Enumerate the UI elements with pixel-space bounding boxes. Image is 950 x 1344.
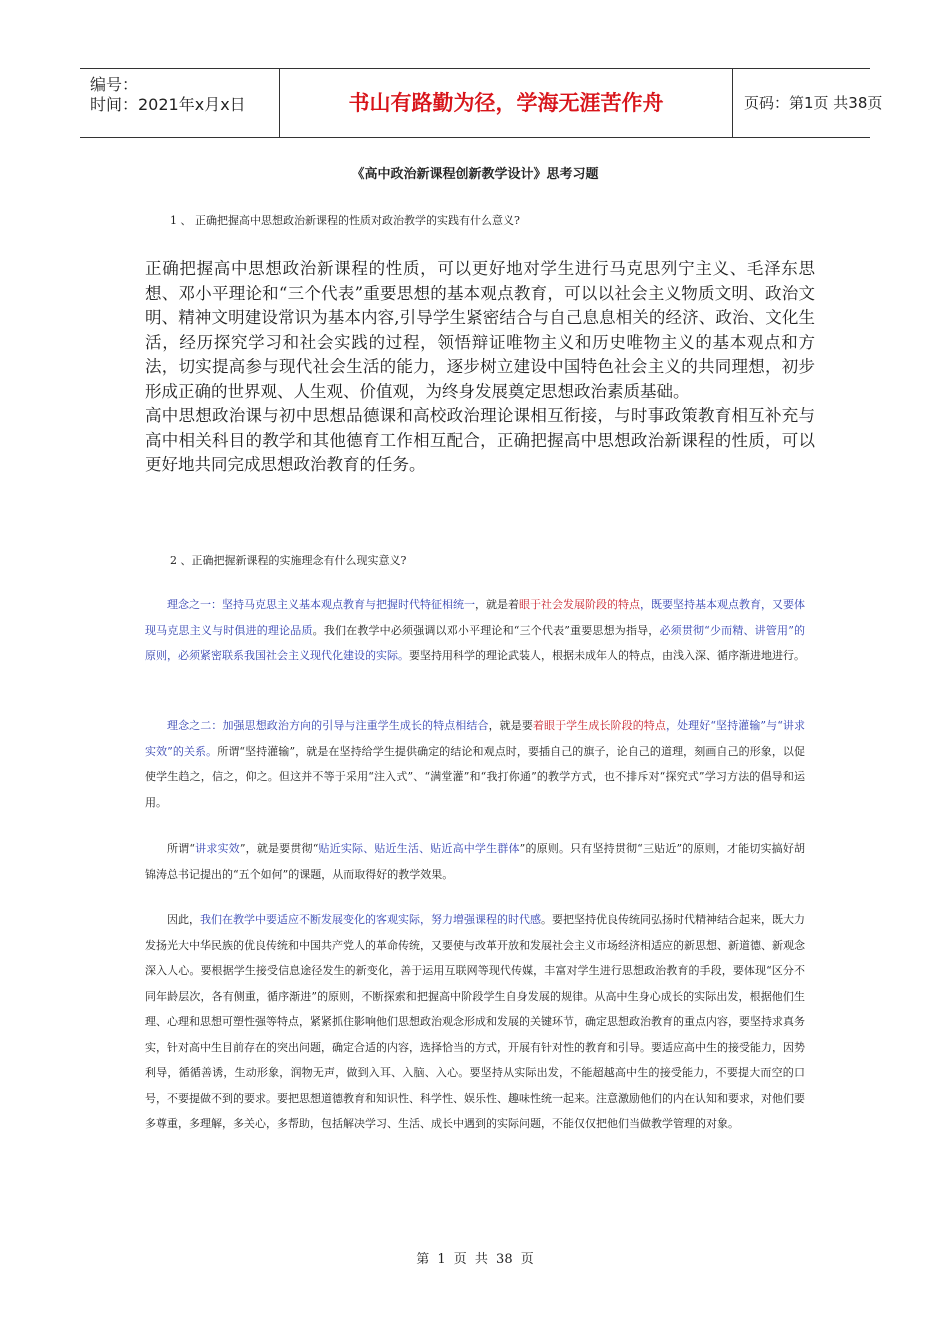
question-1: 1 、 正确把握高中思想政治新课程的性质对政治教学的实践有什么意义? — [170, 214, 520, 227]
doc-time-label: 时间：2021年x月x日 — [90, 95, 246, 114]
practical-effect-paragraph — [145, 836, 805, 887]
text-span: 所谓“坚持灌输”，就是在坚持给学生提供确定的结论和观点时，要插自己的旗子，论自己的道理，刻画自己的形象，以促使学生趋之，信之，仰之。但这并不等于采用“注入式”、“满堂灌”和“我打你通”的教学方式，也不排斥对“探究式”学习方法的倡导和运用。 — [145, 744, 806, 809]
highlight-blue: ，既要坚持基本观点教育，又要体现马克思主义与时俱进的理论品质 — [145, 598, 805, 637]
text-span: 因此， — [167, 913, 200, 926]
header-motto: 书山有路勤为径，学海无涯苦作舟 — [280, 69, 733, 137]
doc-number-label: 编号： — [90, 75, 139, 94]
principle-2-paragraph — [145, 713, 805, 815]
principle-1-paragraph — [145, 592, 805, 669]
highlight-blue: 贴近实际、贴近生活、贴近高中学生群体 — [318, 842, 520, 855]
text-span: 要坚持用科学的理论武装人，根据未成年人的特点，由浅入深、循序渐进地进行。 — [409, 649, 805, 662]
highlight-blue: 我们在教学中要适应不断发展变化的客观实际，努力增强课程的时代感 — [200, 913, 541, 926]
text-span: ，就是着 — [475, 598, 519, 611]
header-table — [80, 68, 883, 138]
principle-1-heading: 理念之一：坚持马克思主义基本观点教育与把握时代特征相统一 — [167, 598, 475, 611]
highlight-red: 眼于社会发展阶段的特点 — [519, 598, 640, 611]
highlight-blue: 必须贯彻“少而精、讲管用”的原则，必须紧密联系我国社会主义现代化建设的实际。 — [145, 623, 806, 662]
highlight-blue: 讲求实效 — [194, 842, 240, 855]
text-span: 。要把坚持优良传统同弘扬时代精神结合起来，既大力发扬光大中华民族的优良传统和中国共产党人的革命传统，又要使与改革开放和发展社会主义市场经济相适应的新思想、新道德、新观念深入人心。要根据学生接受信息途径发生的新变化，善于运用互联网等现代传媒，丰富对学生进行思想政治教育的手段，要体现“区分不同年龄层次，各有侧重，循序渐进”的原则，不断探索和把握高中阶段学生自身发展的规律。从高中生身心成长的实际出发，根据他们生理、心理和思想可塑性强等特点，紧紧抓住影响他们思想政治观念形成和发展的关键环节，确定思想政治教育的重点内容，要坚持求真务实，针对高中生目前存在的突出问题，确定合适的内容，选择恰当的方式，开展有针对性的教育和引导。要适应高中生的接受能力，因势利导，循循善诱，生动形象，润物无声，做到入耳、入脑、入心。要坚持从实际出发，不能超越高中生的接受能力，不要提大而空的口号，不要提做不到的要求。要把思想道德教育和知识性、科学性、娱乐性、趣味性统一起来。注意激励他们的内在认知和要求，对他们要多尊重，多理解，多关心，多帮助，包括解决学习、生活、成长中遇到的实际问题，不能仅仅把他们当做教学管理的对象。 — [145, 913, 805, 1130]
answer-1-paragraph-1: 正确把握高中思想政治新课程的性质，可以更好地对学生进行马克思列宁主义、毛泽东思想、邓小平理论和“三个代表”重要思想的基本观点教育，可以以社会主义物质文明、政治文明、精神文明建设常识为基本内容,引导学生紧密结合与自己息息相关的经济、政治、文化生活，经历探究学习和社会实践的过程，领悟辩证唯物主义和历史唯物主义的基本观点和方法，切实提高参与现代社会生活的能力，逐步树立建设中国特色社会主义的共同理想，初步形成正确的世界观、人生观、价值观，为终身发展奠定思想政治素质基础。 — [145, 259, 815, 401]
header-page-label: 页码：第1页 共38页 — [744, 94, 883, 112]
text-span: ”，就是要贯彻“ — [239, 842, 319, 855]
question-2: 2 、正确把握新课程的实施理念有什么现实意义? — [170, 554, 407, 567]
conclusion-paragraph — [145, 907, 805, 1137]
text-span: 所谓“ — [167, 842, 195, 855]
text-span: ”的原则。只有坚持贯彻“三贴近”的原则，才能切实搞好胡锦涛总书记提出的“五个如何”的课题，从而取得好的教学效果。 — [145, 842, 806, 881]
highlight-red: 着眼于学生成长阶段的特点 — [532, 719, 666, 732]
text-span: ，就是要 — [488, 719, 533, 732]
principle-2-heading: 理念之二：加强思想政治方向的引导与注重学生成长的特点相结合 — [167, 719, 489, 732]
document-title: 《高中政治新课程创新教学设计》思考习题 — [351, 167, 599, 182]
answer-1-paragraph-2: 高中思想政治课与初中思想品德课和高校政治理论课相互衔接，与时事政策教育相互补充与高中相关科目的教学和其他德育工作相互配合，正确把握高中思想政治新课程的性质，可以更好地共同完成思想政治教育的任务。 — [145, 406, 815, 474]
header-info-cell — [80, 69, 280, 137]
page-footer: 第 1 页 共 38 页 — [416, 1252, 534, 1267]
highlight-blue: ，处理好“坚持灌输”与“讲求实效”的关系。 — [145, 719, 806, 758]
text-span: 。我们在教学中必须强调以邓小平理论和“三个代表”重要思想为指导， — [312, 623, 660, 637]
